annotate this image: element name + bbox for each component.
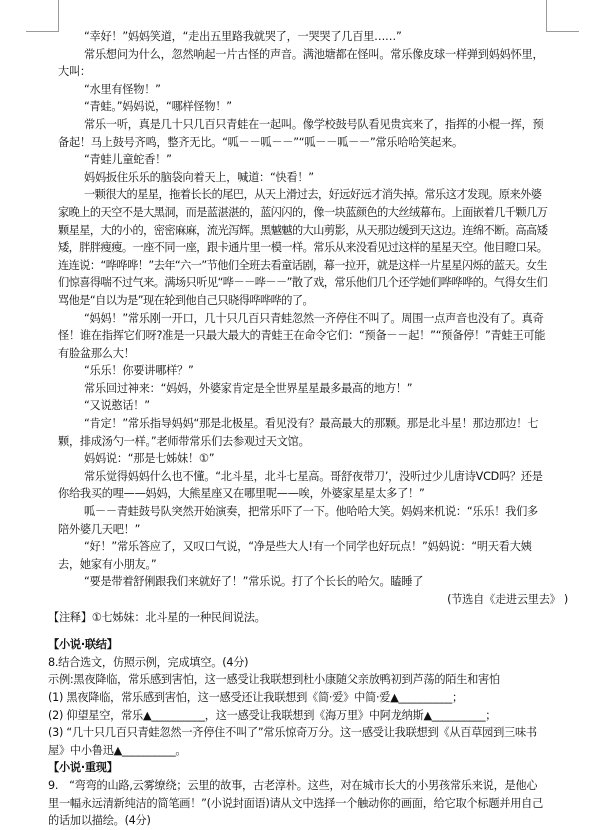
story-paragraph: 常乐回过神来：“妈妈，外婆家肯定是全世界星星最多最高的地方！” <box>84 381 413 395</box>
story-paragraph: 常乐觉得妈妈什么也不懂。“北斗星，北斗七星高。哥舒夜带刀’，没听过少儿唐诗VCD吗？还是你给我买的哩——妈妈，大熊星座又在哪里呢——唉，外婆家星星太多了！” <box>58 469 543 501</box>
document-page <box>48 0 568 830</box>
story-paragraph: “幸好！”妈妈笑道，“走出五里路我就哭了，一哭哭了几百里……” <box>84 30 402 43</box>
question-8: 8.结合选文，仿照示例，完成填空。(4分) <box>48 655 249 669</box>
question-8-item-3: (3) “几十只几百只青蛙忽然一齐停住不叫了”常乐惊奇万分。这一感受让我联想到《从百草园到三味书屋》中小鲁迅▲__________。 <box>48 726 537 757</box>
crop-mark-top-right-horizontal <box>547 31 579 32</box>
story-paragraph: “青蛙。”妈妈说，“哪样怪物！” <box>84 100 232 114</box>
story-paragraph: 常乐一听，真是几十只几百只青蛙在一起叫。像学校鼓号队看见贵宾来了，指挥的小棍一挥，预备起！马上鼓号齐鸣，整齐无比。“呱－－呱－－”“呱－－呱－－”常乐哈哈笑起来。 <box>58 117 544 149</box>
story-paragraph: “要是带着舒俐跟我们来就好了！”常乐说。打了个长长的哈欠。瞌睡了 <box>84 575 424 589</box>
section-heading: 【小说·重现】 <box>48 761 118 775</box>
story-paragraph: 呱－－青蛙鼓号队突然开始演奏，把常乐吓了一下。他哈哈大笑。妈妈来机说：“乐乐！我们多陪外婆几天吧！” <box>58 505 538 536</box>
section-connection <box>48 636 548 759</box>
source-citation: (节选自《走进云里去》 ) <box>447 593 568 606</box>
story-paragraph: “乐乐！你要讲哪样？” <box>84 364 194 378</box>
crop-mark-top-left-horizontal <box>26 31 58 32</box>
story-paragraph: 一颗很大的星星，拖着长长的尾巴，从天上滑过去，好远好远才消失掉。常乐这才发现。原来外婆家晚上的天空不是大黑洞，而是蓝湛湛的，蓝闪闪的，像一块蓝颜色的大丝绒幕布。上面嵌着几千颗几万颗星星，大的小的，密密麻麻，流光泻辉。黑魆魆的大山剪影，从天那边缓到天这边。连绵不断。高高矮矮，胖胖瘦瘦。一座不同一座，跟卡通片里一模一样。常乐从来没看见过这样的星星天空。他目瞪口呆。连连说：“哗哗哗！”去年“六一”节他们全班去看童话剧，幕一拉开，就是这样一片星星闪烁的蓝天。女生们惊喜得喘不过气来。满场只听见“哗－－哗－－”散了戏，常乐他们几个还学她们哗哗哗的。气得女生们骂他是“自以为是”现在轮到他自己只晓得哗哗哗的了。 <box>58 188 548 307</box>
story-text <box>48 28 568 626</box>
story-paragraph: “水里有怪物！” <box>84 82 161 96</box>
annotation-note: 【注释】①七姊妹：北斗星的一种民间说法。 <box>48 610 266 624</box>
question-9: 9. “弯弯的山路,云雾缭绕；云里的故事，古老淳朴。这些，对在城市长大的小男孩常乐来说，是他心里一幅永远清新纯洁的简笔画！”(小说封面语)请从文中选择一个触动你的画面，给它取个标题并用自己的话加以描绘。(4分) <box>48 778 544 828</box>
story-paragraph: 常乐想问为什么，忽然响起一片古怪的声音。满池塘都在怪叫。常乐像皮球一样弹到妈妈怀里，大叫： <box>58 47 544 79</box>
story-paragraph: 妈妈说：“那是七姊妹！①” <box>84 452 215 466</box>
section-reproduction <box>48 759 548 829</box>
story-paragraph: “肯定！”常乐指导妈妈“那是北极星。看见没有？最高最大的那颗。那是北斗星！那边那边！七颗，排成汤勺一样。”老师带常乐们去参观过天文馆。 <box>58 417 539 448</box>
story-paragraph: “青蛙儿童蛇香！” <box>84 153 172 167</box>
story-paragraph: “好！”常乐答应了，又叹口气说，“净是些大人!有一个同学也好玩点！”妈妈说：“明天看大姨去，她家有小朋友。” <box>58 540 532 571</box>
story-paragraph: “又说憨话！” <box>84 399 150 413</box>
story-paragraph: “妈妈！”常乐刚一开口，几十只几百只青蛙忽然一齐停住不叫了。周围一点声音也没有了。真奇怪！谁在指挥它们呀?准是一只最大最大的青蛙王在命令它们：“预备－－起！”“预备停！”青蛙王可能有脸盆那么大！ <box>58 311 546 360</box>
question-8-item-2: (2) 仰望星空，常乐▲__________，这一感受让我联想到《海万里》中阿龙纳斯▲__________； <box>48 708 497 722</box>
section-heading: 【小说·联结】 <box>48 638 118 652</box>
story-paragraph: 妈妈扳住乐乐的脑袋向着天上，喊道：“快看！” <box>84 170 314 184</box>
question-8-example: 示例:黑夜降临，常乐感到害怕，这一感受让我联想到杜小康随父亲放鸭初到芦荡的陌生和害怕 <box>48 673 500 687</box>
question-8-item-1: (1) 黑夜降临，常乐感到害怕，这一感受还让我联想到《简·爱》中简·爱▲__________； <box>48 690 463 704</box>
